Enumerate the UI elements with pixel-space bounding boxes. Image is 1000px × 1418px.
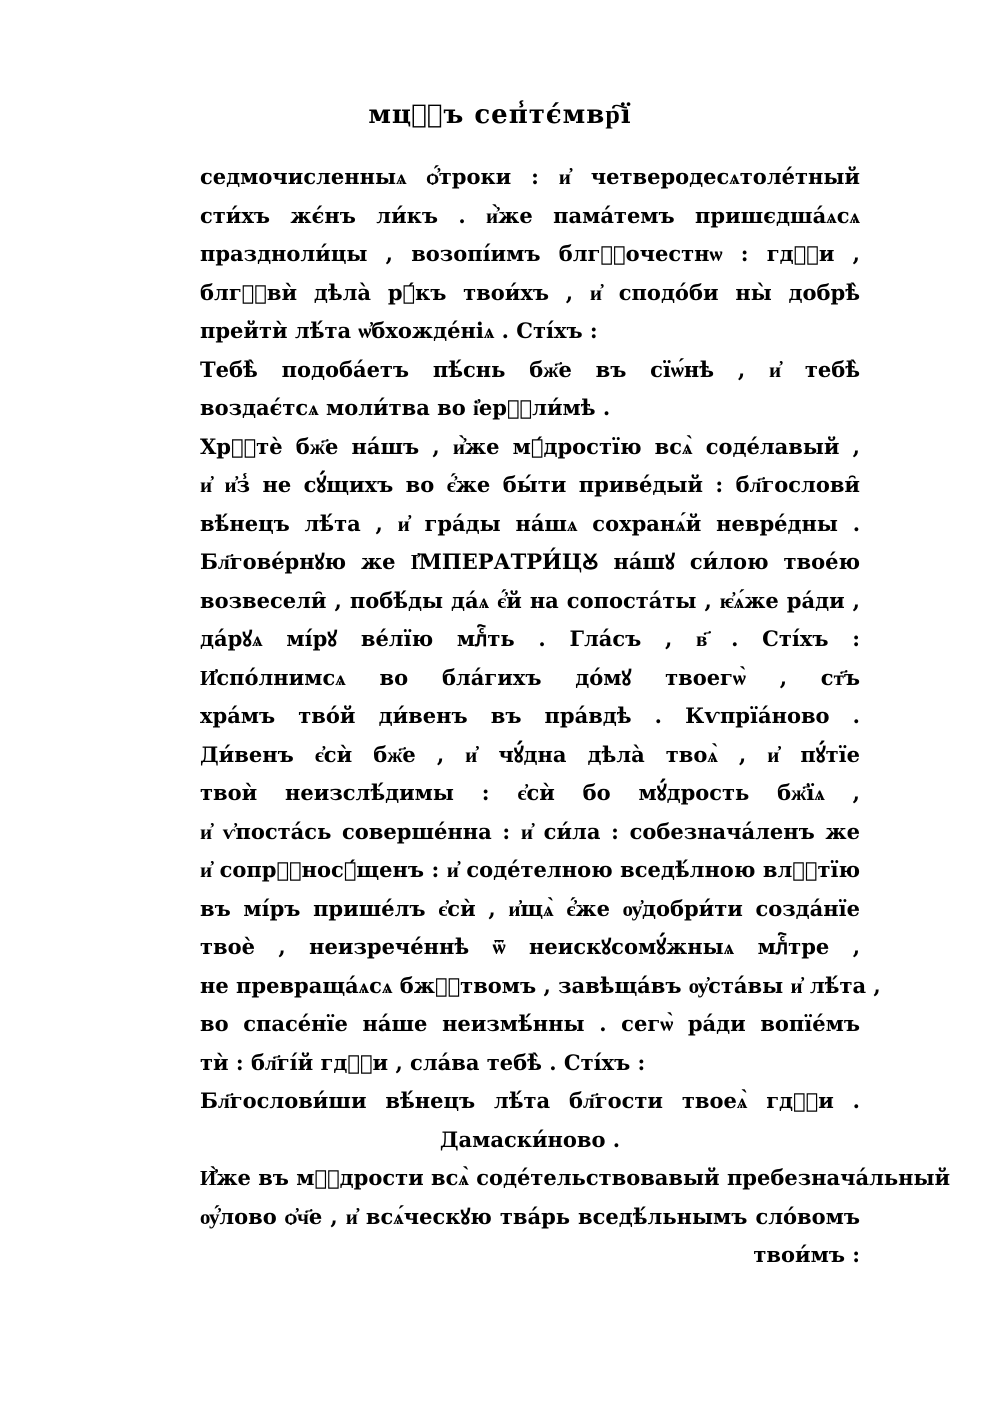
text-line: Дамаски́ново . xyxy=(439,1126,621,1152)
page-header: мцⷭ҇ъ сеп̾тє́мвр҇ї xyxy=(368,100,632,130)
text-body xyxy=(200,158,951,1275)
text-line: И҆спо́лнимсѧ во бла́гихъ до́мꙋ твоегѡ̀ , ст҃ъ xyxy=(200,664,860,690)
text-line: твоѐ , неизрече́ннѣ ѿ неискꙋсомꙋ́жныѧ млⷭ҇тре , xyxy=(200,934,860,959)
text-line: И҆̀же въ мⷭ҇дрости всѧ̀ соде́тельствовавый пребезнача́льный xyxy=(200,1165,951,1190)
text-line: прейтѝ лѣ́та ѡ҆бхожде́ніѧ . Сті́хъ : xyxy=(200,318,598,343)
text-line: сти́хъ жє́нъ ли́къ . и҆̀же пама́темъ пришєдша́ѧсѧ xyxy=(200,202,860,228)
text-line: въ мі́ръ прише́лъ є҆сѝ , и҆щѧ̀ є҆́же ѹ҆добри́ти созда́нїе xyxy=(200,895,860,921)
text-line: да́рꙋѧ мі́рꙋ ве́лїю млⷭ҇ть . Гла́съ , в҃ . Сті́хъ : xyxy=(200,626,860,651)
text-line: седмочисленныѧ ѻ҆́троки : и҆ четверодесѧтоле́тный xyxy=(200,164,860,189)
text-line: во спасе́нїе на́ше неизмѣ́нны . сегѡ̀ ра́ди вопїе́мъ xyxy=(200,1011,860,1036)
text-line: воздає́тсѧ моли́тва во і҆ерⷭ҇ли́мѣ . xyxy=(200,395,611,420)
text-line: блгⷭ҇вѝ дѣла̀ рꙋ́къ твои́хъ , и҆ сподо́би ны̀ добрѣ̀ xyxy=(200,279,860,305)
text-line: Бл҃гослови́ши вѣ́нецъ лѣ́та бл҃гости твоеѧ̀ гдⷭ҇и . xyxy=(200,1088,860,1113)
text-line: ѹ҆́лово ѻ҆ч҃е , и҆ всѧ́ческꙋю тва́рь вседѣ́льнымъ сло́вомъ xyxy=(200,1203,860,1229)
text-line: тѝ : бл҃гі́й гдⷭ҇и , сла́ва тебѣ̀ . Сті́хъ : xyxy=(200,1049,646,1075)
text-line: и҆ сопрⷭ҇носꙋ́щенъ : и҆ соде́телною вседѣ́лною влⷭ҇тїю xyxy=(200,857,860,882)
text-line: и҆ ѵ҆поста́сь соверше́нна : и҆ си́ла : собезнача́ленъ же xyxy=(200,818,860,844)
text-line: твоѝ неизслѣ́димы : є҆сѝ бо мꙋ́дрость бж҃їѧ , xyxy=(200,780,860,805)
text-line: праздноли́цы , возопі́имъ блгⷭ҇очестнѡ : гдⷭ҇и , xyxy=(200,241,860,266)
text-line: и҆ и҆з̾ не сꙋ́щихъ во є҆́же бы́ти приве́дый : бл҃гослови̑ xyxy=(200,472,860,497)
text-line: Бл҃гове́рнꙋю же І҆МПЕРАТРИ́ЦꙊ на́шꙋ си́лою твое́ю xyxy=(200,549,860,574)
text-line: возвесели̑ , побѣ́ды да́ѧ є҆́й на сопоста́ты , ѥ҆ѧ́же ра́ди , xyxy=(200,587,860,613)
text-line: вѣ́нецъ лѣ́та , и҆ гра́ды на́шѧ сохранѧ́й невре́дны . xyxy=(200,510,860,536)
text-line: Тебѣ̀ подоба́етъ пѣ́снь бж҃е въ сїѡ́нѣ , и҆ тебѣ̀ xyxy=(200,356,860,382)
text-line: не превраща́ѧсѧ бжⷭ҇твомъ , завѣща́въ ѹ҆ста́вы и҆ лѣ́та , xyxy=(200,972,881,998)
text-line: Ди́венъ є҆сѝ бж҃е , и҆ чꙋ́дна дѣла̀ твоѧ̀ , и҆ пꙋ́тїе xyxy=(200,741,860,767)
text-line: твои́мъ : xyxy=(753,1242,860,1267)
text-line: хра́мъ тво́й ди́венъ въ пра́вдѣ . Кѵпрїа́ново . xyxy=(200,703,860,728)
text-line: Хрⷭ҇тѐ бж҃е на́шъ , и҆̀же мꙋ́дростїю всѧ̀ соде́лавый , xyxy=(200,433,860,459)
